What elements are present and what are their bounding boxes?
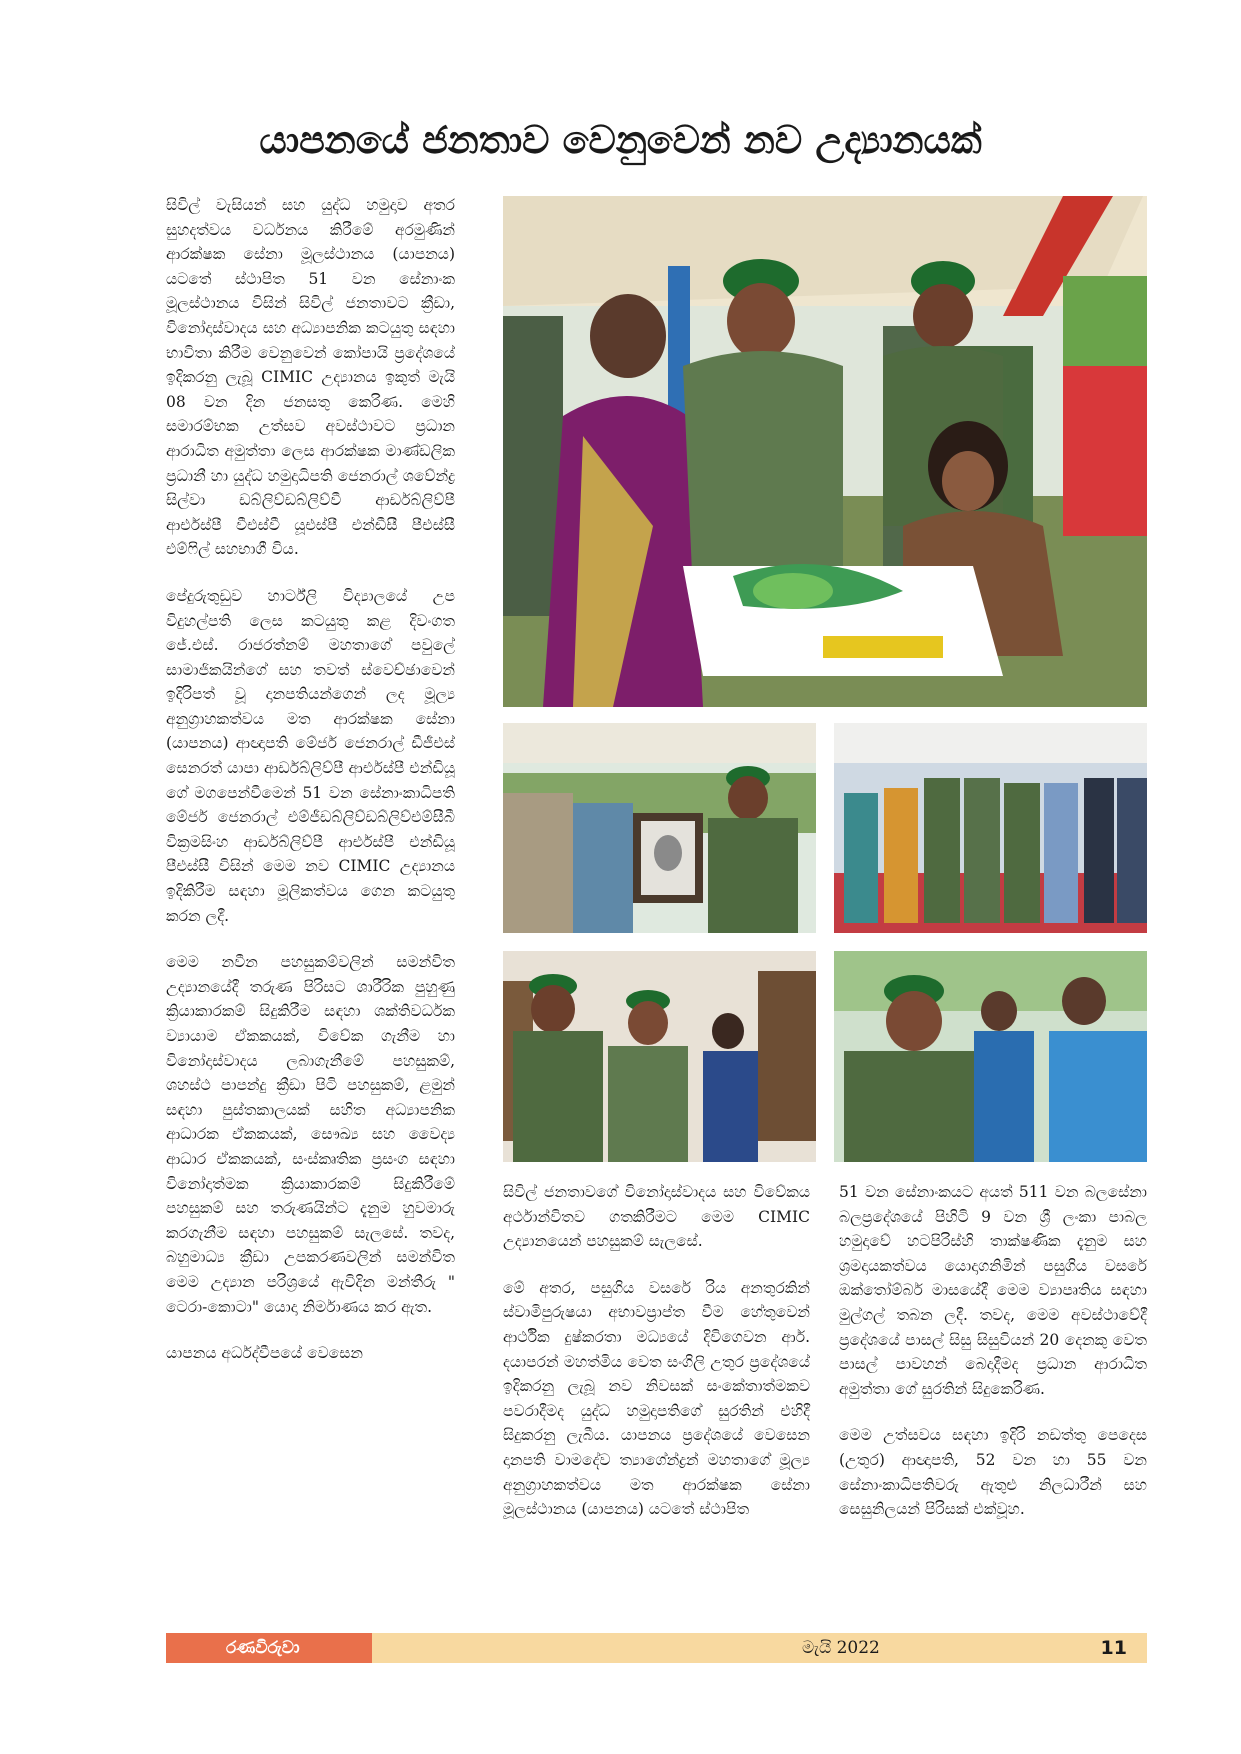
- main-photo: [503, 196, 1147, 707]
- footer-band: [372, 1633, 1147, 1663]
- article-headline: යාපනයේ ජනතාව වෙනුවෙන් නව උද්‍යානයක්: [259, 118, 982, 162]
- page-number: 11: [1100, 1637, 1127, 1659]
- youth-greeting-photo: [834, 951, 1147, 1162]
- paragraph: සිවිල් වැසියන් සහ යුද්ධ හමුදාව අතර සුහදත්වය වර්ධනය කිරීමේ අරමුණින් ආරක්ෂක සේනා මූලස්ථානය (යාපනය) යටතේ ස්ථාපිත 51 වන සේනාංක මූලස්ථානය විසින් සිවිල් ජනතාවට ක්‍රීඩා, විනෝදාස්වාදය සහ අධ්‍යාපනික කටයුතු සඳහා භාවිතා කිරීම වෙනුවෙන් කෝපායි ප්‍රදේශයේ ඉදිකරනු ලැබූ CIMIC උද්‍යානය ඉකුත් මැයි 08 වන දින ජනසතු කෙරිණ. මෙහි සමාරම්භක උත්සව අවස්ථාවට ප්‍රධාන ආරාධිත අමුත්තා ලෙස ආරක්ෂක මාණ්ඩලික ප්‍රධානී හා යුද්ධ හමුදාධිපති ජෙනරාල් ශවේන්ද්‍ර සිල්වා ඩබ්ලිව්ඩබ්ලිව්වී ආර්ඩබ්ලිව්පී ආර්එස්පී වීඑස්වී යූඑස්පී එන්ඩීසී පීඑස්සී එම්ෆිල් සහභාගී විය.: [166, 196, 455, 559]
- article-column-2: [503, 1180, 810, 1544]
- article-column-1: [166, 193, 455, 1388]
- paragraph: මෙම නවීන පහසුකම්වලින් සමන්විත උද්‍යානයේදී තරුණ පිරිසට ශාරීරික පුහුණු ක්‍රියාකාරකම් සිදුකිරීම සඳහා ශක්තිවර්ධක ව්‍යායාම ඒකකයක්, විවේක ගැනීම හා විනෝදාස්වාදය ලබාගැනීමේ පහසුකම්, ශහස්ථ පාපන්දු ක්‍රීඩා පිටි පහසුකම්, ළමුන් සඳහා පුස්තකාලයක් සහිත අධ්‍යාපනික ආධාරක ඒකකයක්, සෞඛ්‍ය සහ වෛද්‍ය ආධාර ඒකකයක්, සංස්කෘතික ප්‍රසංග සඳහා විනෝදාත්මක ක්‍රියාකාරකම් සිදුකිරීමේ පහසුකම් සහ තරුණයින්ට දැනුම හුවමාරු කරගැනීම සඳහා පහසුකම් සැලසේ. තවද, බහුමාධ්‍ය ක්‍රීඩා උපකරණවලින් සමන්විත මෙම උද්‍යාන පරිශ්‍රයේ ඇවිදින මන්තීරු " ටෙරා-කොටා" යොදා නිර්මාණය කර ඇත.: [166, 953, 455, 1316]
- paragraph: පේදුරුතුඩුව හාර්ට්ලි විද්‍යාලයේ උප විදුහල්පති ලෙස කටයුතු කළ දිවංගත ජේ.එස්. රාජරත්නම් මහතාගේ පවුලේ සාමාජිකයින්ගේ සහ තවත් ස්වෙච්ඡාවෙන් ඉදිරිපත් වූ දානපතියන්ගෙන් ලද මූල්‍ය අනුග්‍රාහකත්වය මත ආරක්ෂක සේනා (යාපනය) ආඥාපති මේජර් ජෙනරාල් ඩීජීඑස් සෙනරත් යාපා ආර්ඩබ්ලිව්පී ආර්එස්පී එන්ඩියූ ගේ මගපෙන්වීමෙන් 51 වන සේනාංකාධිපති මේජර් ජෙනරාල් එම්ජීඩබ්ලිව්ඩබ්ලිව්එම්සීබී වික්‍රමසිංහ ආර්ඩබ්ලිව්පී ආර්එස්පී එන්ඩියූ පීඑස්සී විසින් මෙම නව CIMIC උද්‍යානය ඉදිකිරීම සඳහා මූලිකත්වය ගෙන කටයුතු කරන ලදී.: [166, 586, 455, 925]
- paragraph: මෙම උත්සවය සඳහා ඉදිරි නඩත්තු පෙදෙස (උතුර) ආඥාපති, 52 වන හා 55 වන සේනාංකාධිපතිවරු ඇතුළු නිලධාරීන් සහ සෙසුනිලයන් පිරිසක් එක්වූහ.: [839, 1426, 1147, 1519]
- paragraph: 51 වන සේනාංකයට අයත් 511 වන බලසේනා බලප්‍රදේශයේ පිහිටි 9 වන ශ්‍රී ලංකා පාබල හමුදාවේ හටපිරිස්හි තාක්ෂණික දැනුම සහ ශ්‍රමදායකත්වය යොදාගනිමින් පසුගිය වසරේ ඔක්තෝම්බර් මාසයේදී මෙම ව්‍යාපෘතිය සඳහා මුල්ගල් තබන ලදී. තවද, මෙම අවස්ථාවේදී ප්‍රදේශයේ පාසල් සිසු සිසුවියන් 20 දෙනකු වෙත පාසල් පාවහන් බෙදාදීමද ප්‍රධාන ආරාධිත අමුත්තා ගේ සුරතින් සිදුකෙරිණ.: [839, 1183, 1147, 1398]
- article-column-3: [839, 1180, 1147, 1544]
- magazine-brand: රණවිරුවා: [166, 1633, 372, 1663]
- portrait-presentation-photo: [503, 723, 816, 933]
- page-footer: [166, 1633, 1147, 1663]
- paragraph: යාපනය අර්ධද්වීපයේ වෙසෙන: [166, 1344, 363, 1363]
- issue-date: මැයි 2022: [802, 1638, 880, 1658]
- paragraph: සිවිල් ජනතාවගේ විනෝදාස්වාදය සහ විවේකය අර්ථාන්විතව ගතකිරීමට මෙම CIMIC උද්‍යානයෙන් පහසුකම් සැලසේ.: [503, 1183, 810, 1251]
- group-photo: [834, 723, 1147, 933]
- paragraph: මේ අතර, පසුගිය වසරේ රිය අනතුරකින් ස්වාමිපුරුෂයා අභාවප්‍රාප්ත වීම හේතුවෙන් ආර්ථික දුෂ්කරතා මධ්‍යයේ දිවිගෙවන ආර්. දයාපරන් මහත්මිය වෙත සංගිලි උතුර ප්‍රදේශයේ ඉදිකරනු ලැබූ නව නිවසක් සංකේතාත්මකව පවරාදීමද යුද්ධ හමුදාපතිගේ සුරතින් එහිදී සිදුකරනු ලැබීය. යාපනය ප්‍රදේශයේ වෙසෙන දානපති වාමදේව ත්‍යාගේන්ද්‍රන් මහතාගේ මූල්‍ය අනුග්‍රාහකත්වය මත ආරක්ෂක සේනා මූලස්ථානය (යාපනය) යටතේ ස්ථාපිත: [503, 1278, 810, 1519]
- library-photo: [503, 951, 816, 1162]
